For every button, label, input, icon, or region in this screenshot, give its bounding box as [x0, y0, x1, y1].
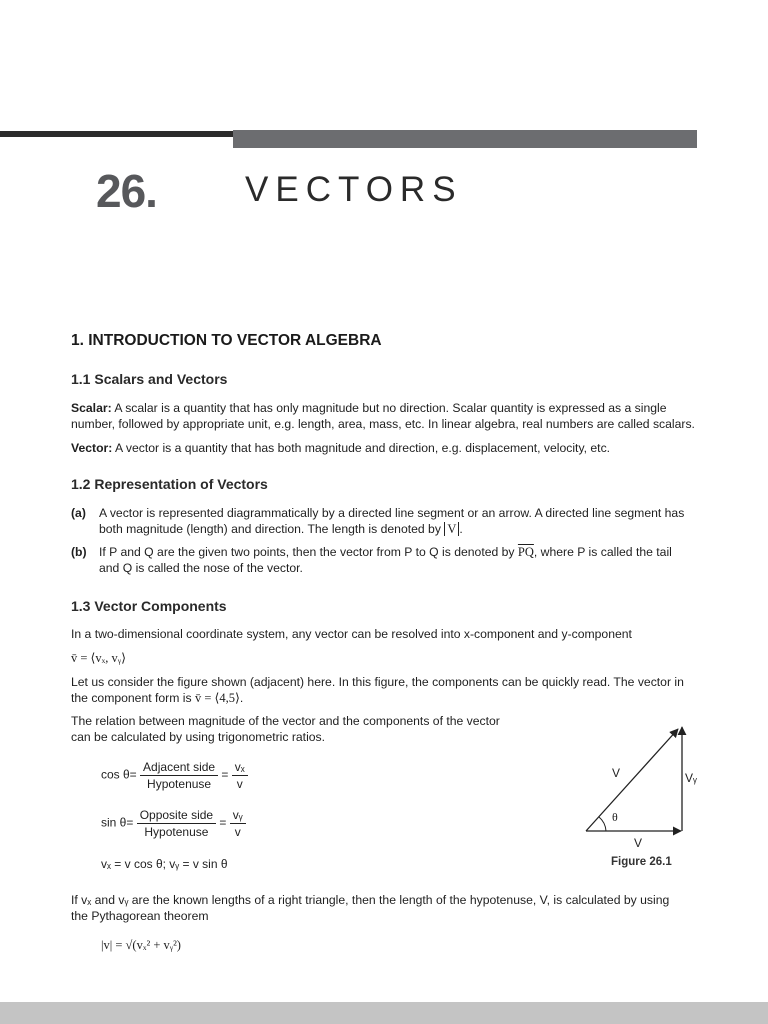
vector-text: A vector is a quantity that has both magnitude and direction, e.g. displacement, velocity, etc. — [112, 441, 611, 455]
hypotenuse-arrow — [586, 729, 678, 831]
trig-paragraph — [71, 713, 541, 745]
cos-lhs: cos θ= — [101, 767, 137, 782]
sin-rhs-numerator: vᵧ — [230, 808, 246, 824]
vector-term: Vector: — [71, 441, 113, 455]
scalar-term: Scalar: — [71, 401, 112, 415]
trig-para-line1: The relation between magnitude of the vector and the components of the vector — [71, 714, 500, 728]
cos-rhs-denominator: v — [236, 777, 243, 791]
figure-caption: Figure 26.1 — [611, 856, 672, 868]
list-item-a: (a) A vector is represented diagrammatically by a directed line segment or an arrow. A directed line segment has both magnitude (length) and direction. The length is denoted by V . — [71, 506, 685, 536]
vector-definition — [71, 440, 697, 456]
cos-formula: cos θ= $\frac{\text{Adjacent side}}{\text{Hypotenuse}}$ = $\frac{\text{vₓ}}{v}$ — [101, 760, 248, 791]
cos-rhs — [232, 760, 248, 791]
angle-label: θ — [612, 810, 618, 824]
cos-numerator: Adjacent side — [140, 760, 218, 776]
sin-formula: sin θ= $\frac{\text{Opposite side}}{\text{Hypotenuse}}$ = $\frac{\text{vᵧ}}{v}$ — [101, 808, 246, 839]
pyth-para-line1: If vₓ and vᵧ are the known lengths of a right triangle, then the length of the hypotenuse, V, is calculated by using — [71, 893, 670, 907]
components-paragraph: Let us consider the figure shown (adjacent) here. In this figure, the components can be quickly read. The vector in the component form is v̄ = ⟨4,5⟩. — [71, 675, 684, 705]
components-para-line1: Let us consider the figure shown (adjacent) here. In this figure, the components can be quickly read. The vector in — [71, 675, 684, 689]
header-rule-grey — [233, 130, 697, 148]
sin-denominator: Hypotenuse — [144, 825, 209, 839]
list-b-line1-post: , where P is called the tail — [533, 545, 672, 559]
magnitude-symbol: V — [444, 522, 459, 536]
scalar-text-line2: number, followed by appropriate unit, e.g. length, area, mass, etc. In linear algebra, real numbers are called scalars. — [71, 417, 695, 431]
sin-ratio — [137, 808, 216, 839]
hyp-label: V — [612, 766, 621, 780]
sin-rhs-denominator: v — [234, 825, 241, 839]
scalar-definition — [71, 400, 697, 432]
header-rule-dark — [0, 131, 233, 137]
list-item-b — [71, 544, 697, 578]
pyth-para-line2: the Pythagorean theorem — [71, 909, 209, 923]
component-form-formula: v̄ = ⟨4,5⟩ — [194, 691, 240, 705]
list-b-line1-pre: If P and Q are the given two points, then the vector from P to Q is denoted by — [99, 545, 515, 559]
cos-ratio — [140, 760, 218, 791]
components-intro: In a two-dimensional coordinate system, any vector can be resolved into x-component and y-component — [71, 627, 632, 641]
list-a-line2: both magnitude (length) and direction. The length is denoted by — [99, 522, 441, 536]
list-a-line1: A vector is represented diagrammatically by a directed line segment or an arrow. A directed line segment has — [99, 506, 685, 520]
vector-component-formula: v̄ = ⟨vₓ, vᵧ⟩ — [71, 651, 126, 665]
pq-vector-symbol: $\overline{PQ}$ — [517, 545, 534, 559]
vector-triangle-figure — [575, 715, 705, 845]
list-tag-b: (b) — [71, 545, 87, 559]
subsection-heading-1-1: 1.1 Scalars and Vectors — [71, 371, 228, 387]
components-para-line2: the component form is — [71, 691, 192, 705]
scalar-text-line1: A scalar is a quantity that has only magnitude but no direction. Scalar quantity is expressed as a single — [111, 401, 667, 415]
list-b-line2: and Q is called the nose of the vector. — [99, 561, 303, 575]
vert-label: Vᵧ — [685, 771, 697, 785]
sin-numerator: Opposite side — [137, 808, 216, 824]
angle-arc — [599, 817, 606, 831]
subsection-heading-1-2: 1.2 Representation of Vectors — [71, 476, 268, 492]
chapter-number: 26. — [96, 165, 157, 217]
pythagoras-paragraph — [71, 892, 697, 924]
components-equation: vₓ = v cos θ; vᵧ = v sin θ — [101, 857, 228, 871]
pythagoras-formula: |v| = √(vₓ² + vᵧ²) — [101, 938, 181, 952]
trig-para-line2: can be calculated by using trigonometric ratios. — [71, 730, 326, 744]
subsection-heading-1-3: 1.3 Vector Components — [71, 598, 227, 614]
cos-rhs-numerator: vₓ — [232, 760, 248, 776]
base-label: V — [634, 836, 643, 850]
section-heading: 1. INTRODUCTION TO VECTOR ALGEBRA — [71, 332, 382, 349]
chapter-title: VECTORS — [245, 170, 463, 209]
cos-denominator: Hypotenuse — [147, 777, 212, 791]
sin-lhs: sin θ= — [101, 815, 134, 830]
footer-band — [0, 1002, 768, 1024]
list-tag-a: (a) — [71, 506, 86, 520]
sin-rhs — [230, 808, 246, 839]
